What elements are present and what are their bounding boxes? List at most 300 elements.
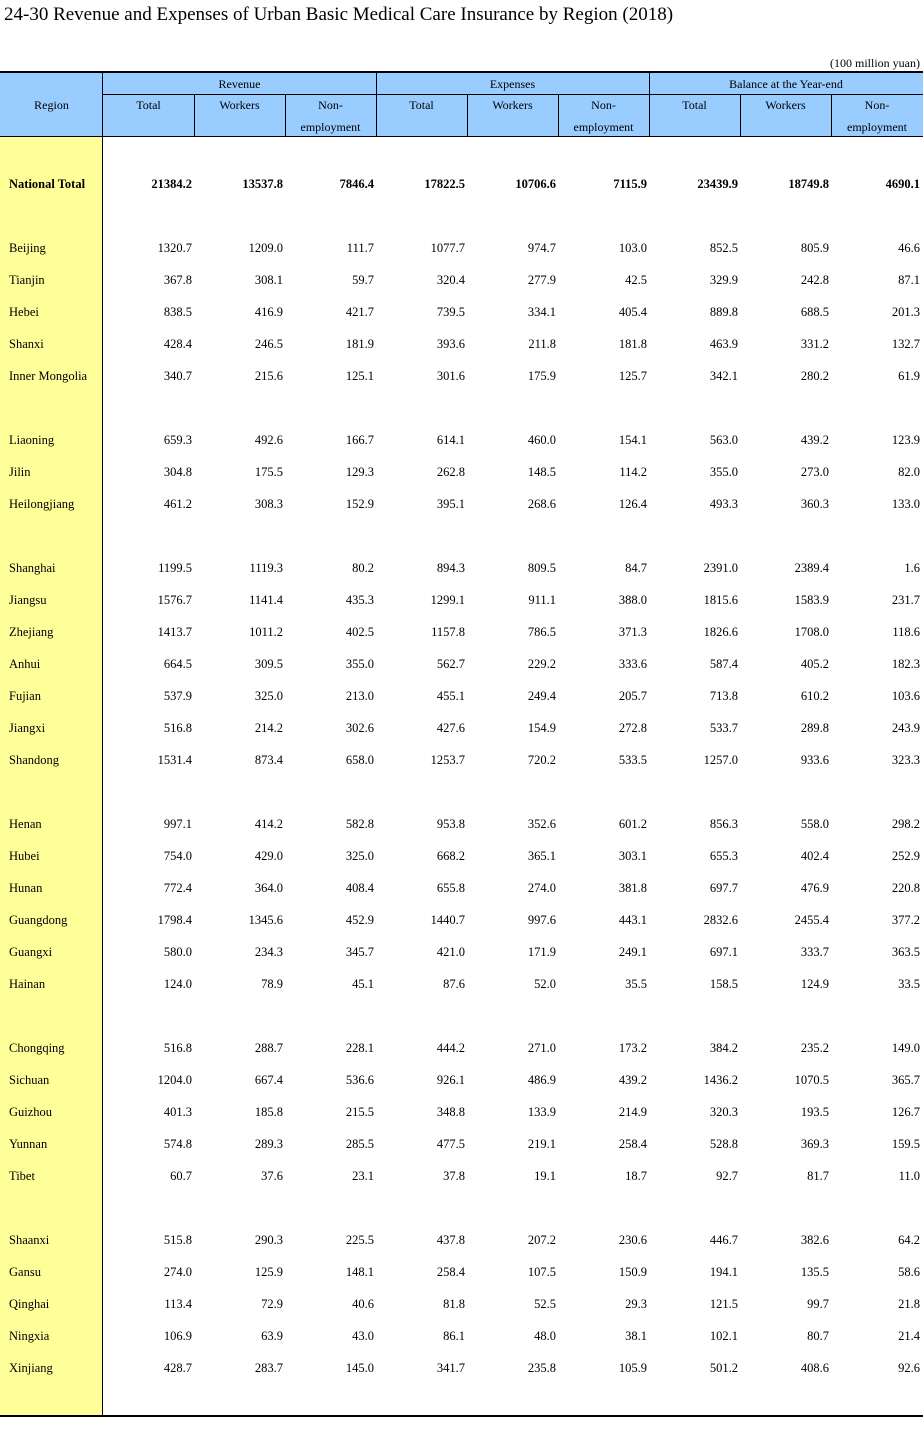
value-cell: 149.0	[891, 1041, 920, 1055]
value-cell: 194.1	[709, 1265, 738, 1279]
value-cell: 87.1	[898, 273, 920, 287]
value-cell: 304.8	[163, 465, 192, 479]
value-cell: 1576.7	[157, 593, 192, 607]
value-cell: 45.1	[352, 977, 374, 991]
value-cell: 323.3	[891, 753, 920, 767]
value-cell: 225.5	[345, 1233, 374, 1247]
value-cell: 7115.9	[613, 177, 647, 191]
value-cell: 19.1	[534, 1169, 556, 1183]
value-cell: 249.4	[527, 689, 556, 703]
col-header: Non-	[591, 98, 616, 112]
value-cell: 477.5	[436, 1137, 465, 1151]
revenue-group-header: Revenue	[218, 77, 261, 91]
value-cell: 838.5	[163, 305, 192, 319]
table-row	[0, 721, 923, 741]
value-cell: 214.9	[618, 1105, 647, 1119]
value-cell: 308.1	[254, 273, 283, 287]
value-cell: 516.8	[163, 1041, 192, 1055]
value-cell: 271.0	[527, 1041, 556, 1055]
value-cell: 333.6	[618, 657, 647, 671]
value-cell: 308.3	[254, 497, 283, 511]
region-name: Anhui	[9, 657, 41, 671]
col-header-line2: employment	[300, 120, 361, 134]
value-cell: 402.4	[800, 849, 829, 863]
table-row	[0, 945, 923, 965]
value-cell: 2832.6	[703, 913, 738, 927]
value-cell: 126.7	[891, 1105, 920, 1119]
region-name: Guangdong	[9, 913, 68, 927]
table-row	[0, 1105, 923, 1125]
value-cell: 1436.2	[703, 1073, 738, 1087]
value-cell: 290.3	[254, 1233, 283, 1247]
value-cell: 428.4	[163, 337, 192, 351]
value-cell: 439.2	[800, 433, 829, 447]
region-name: Jilin	[9, 465, 31, 479]
value-cell: 52.5	[534, 1297, 556, 1311]
value-cell: 1531.4	[157, 753, 192, 767]
value-cell: 1199.5	[158, 561, 192, 575]
value-cell: 285.5	[345, 1137, 374, 1151]
col-header-line2: employment	[573, 120, 634, 134]
value-cell: 205.7	[618, 689, 647, 703]
value-cell: 58.6	[898, 1265, 920, 1279]
value-cell: 516.8	[163, 721, 192, 735]
value-cell: 148.5	[527, 465, 556, 479]
value-cell: 43.0	[352, 1329, 374, 1343]
value-cell: 243.9	[891, 721, 920, 735]
value-cell: 720.2	[527, 753, 556, 767]
value-cell: 175.5	[254, 465, 283, 479]
value-cell: 320.4	[436, 273, 465, 287]
region-name: Jiangsu	[9, 593, 47, 607]
value-cell: 220.8	[891, 881, 920, 895]
value-cell: 377.2	[891, 913, 920, 927]
value-cell: 21.8	[898, 1297, 920, 1311]
table-row	[0, 913, 923, 933]
value-cell: 1815.6	[703, 593, 738, 607]
value-cell: 272.8	[618, 721, 647, 735]
value-cell: 18.7	[625, 1169, 647, 1183]
value-cell: 1204.0	[157, 1073, 192, 1087]
value-cell: 283.7	[254, 1361, 283, 1375]
value-cell: 1253.7	[430, 753, 465, 767]
value-cell: 325.0	[345, 849, 374, 863]
table-row	[0, 881, 923, 901]
value-cell: 42.5	[625, 273, 647, 287]
value-cell: 1141.4	[249, 593, 283, 607]
value-cell: 182.3	[891, 657, 920, 671]
value-cell: 145.0	[345, 1361, 374, 1375]
value-cell: 235.2	[800, 1041, 829, 1055]
value-cell: 421.0	[436, 945, 465, 959]
table-row	[0, 305, 923, 325]
region-name: Inner Mongolia	[9, 369, 88, 383]
value-cell: 348.8	[436, 1105, 465, 1119]
value-cell: 1826.6	[703, 625, 738, 639]
value-cell: 125.7	[618, 369, 647, 383]
value-cell: 1.6	[904, 561, 920, 575]
value-cell: 61.9	[898, 369, 920, 383]
table-row	[0, 433, 923, 453]
table-row	[0, 1329, 923, 1349]
value-cell: 515.8	[163, 1233, 192, 1247]
value-cell: 124.0	[163, 977, 192, 991]
value-cell: 64.2	[898, 1233, 920, 1247]
value-cell: 231.7	[891, 593, 920, 607]
region-header: Region	[34, 98, 69, 112]
table-row	[0, 241, 923, 261]
value-cell: 1157.8	[431, 625, 465, 639]
value-cell: 528.8	[709, 1137, 738, 1151]
value-cell: 235.8	[527, 1361, 556, 1375]
table-row	[0, 497, 923, 517]
region-name: Shanghai	[9, 561, 56, 575]
table-row	[0, 689, 923, 709]
value-cell: 429.0	[254, 849, 283, 863]
value-cell: 352.6	[527, 817, 556, 831]
value-cell: 997.1	[163, 817, 192, 831]
value-cell: 463.9	[709, 337, 738, 351]
region-name: Henan	[9, 817, 42, 831]
value-cell: 437.8	[436, 1233, 465, 1247]
region-name: Hubei	[9, 849, 40, 863]
value-cell: 80.7	[807, 1329, 829, 1343]
value-cell: 558.0	[800, 817, 829, 831]
value-cell: 533.5	[618, 753, 647, 767]
value-cell: 2455.4	[794, 913, 829, 927]
table-row	[0, 1233, 923, 1253]
value-cell: 369.3	[800, 1137, 829, 1151]
value-cell: 856.3	[709, 817, 738, 831]
unit-note: (100 million yuan)	[830, 56, 920, 70]
value-cell: 2391.0	[703, 561, 738, 575]
value-cell: 102.1	[709, 1329, 738, 1343]
value-cell: 59.7	[352, 273, 374, 287]
value-cell: 230.6	[618, 1233, 647, 1247]
value-cell: 124.9	[800, 977, 829, 991]
value-cell: 18749.8	[788, 177, 829, 191]
value-cell: 1209.0	[248, 241, 283, 255]
value-cell: 211.8	[528, 337, 556, 351]
value-cell: 452.9	[345, 913, 374, 927]
value-cell: 697.1	[709, 945, 738, 959]
value-cell: 159.5	[891, 1137, 920, 1151]
col-header: Non-	[318, 98, 343, 112]
value-cell: 309.5	[254, 657, 283, 671]
region-name: Hainan	[9, 977, 46, 991]
region-name: Gansu	[9, 1265, 41, 1279]
value-cell: 302.6	[345, 721, 374, 735]
value-cell: 37.6	[261, 1169, 283, 1183]
value-cell: 103.6	[891, 689, 920, 703]
page-title: 24-30 Revenue and Expenses of Urban Basic Medical Care Insurance by Region (2018)	[4, 4, 674, 25]
value-cell: 193.5	[800, 1105, 829, 1119]
col-header: Workers	[219, 98, 260, 112]
value-cell: 1798.4	[157, 913, 192, 927]
value-cell: 345.7	[345, 945, 374, 959]
value-cell: 133.0	[891, 497, 920, 511]
value-cell: 402.5	[345, 625, 374, 639]
value-cell: 173.2	[618, 1041, 647, 1055]
value-cell: 333.7	[800, 945, 829, 959]
value-cell: 78.9	[261, 977, 283, 991]
value-cell: 23.1	[352, 1169, 374, 1183]
value-cell: 655.8	[436, 881, 465, 895]
value-cell: 563.0	[709, 433, 738, 447]
value-cell: 111.7	[346, 241, 374, 255]
value-cell: 427.6	[436, 721, 465, 735]
value-cell: 582.8	[345, 817, 374, 831]
value-cell: 393.6	[436, 337, 465, 351]
value-cell: 268.6	[527, 497, 556, 511]
region-name: Shanxi	[9, 337, 44, 351]
value-cell: 7846.4	[339, 177, 374, 191]
table-row	[0, 1361, 923, 1381]
value-cell: 355.0	[345, 657, 374, 671]
region-name: Ningxia	[9, 1329, 50, 1343]
table-row	[0, 593, 923, 613]
value-cell: 460.0	[527, 433, 556, 447]
value-cell: 536.6	[345, 1073, 374, 1087]
value-cell: 80.2	[352, 561, 374, 575]
value-cell: 668.2	[436, 849, 465, 863]
col-header: Total	[136, 98, 161, 112]
value-cell: 476.9	[800, 881, 829, 895]
value-cell: 997.6	[527, 913, 556, 927]
value-cell: 974.7	[527, 241, 556, 255]
region-name: Qinghai	[9, 1297, 50, 1311]
value-cell: 213.0	[345, 689, 374, 703]
region-name: Guizhou	[9, 1105, 53, 1119]
value-cell: 86.1	[443, 1329, 465, 1343]
table-row	[0, 561, 923, 581]
value-cell: 129.3	[345, 465, 374, 479]
table-row	[0, 369, 923, 389]
value-cell: 152.9	[345, 497, 374, 511]
value-cell: 739.5	[436, 305, 465, 319]
value-cell: 1011.2	[249, 625, 283, 639]
value-cell: 537.9	[163, 689, 192, 703]
value-cell: 301.6	[436, 369, 465, 383]
value-cell: 416.9	[254, 305, 283, 319]
value-cell: 382.6	[800, 1233, 829, 1247]
value-cell: 388.0	[618, 593, 647, 607]
value-cell: 873.4	[254, 753, 283, 767]
value-cell: 113.4	[164, 1297, 192, 1311]
value-cell: 1299.1	[430, 593, 465, 607]
value-cell: 1583.9	[794, 593, 829, 607]
value-cell: 21.4	[898, 1329, 920, 1343]
value-cell: 408.4	[345, 881, 374, 895]
region-name: Tianjin	[9, 273, 45, 287]
value-cell: 493.3	[709, 497, 738, 511]
value-cell: 175.9	[527, 369, 556, 383]
value-cell: 181.9	[345, 337, 374, 351]
value-cell: 105.9	[618, 1361, 647, 1375]
value-cell: 249.1	[618, 945, 647, 959]
value-cell: 664.5	[163, 657, 192, 671]
value-cell: 688.5	[800, 305, 829, 319]
value-cell: 852.5	[709, 241, 738, 255]
value-cell: 48.0	[534, 1329, 556, 1343]
table-row	[0, 849, 923, 869]
value-cell: 10706.6	[515, 177, 556, 191]
region-name: Guangxi	[9, 945, 53, 959]
value-cell: 365.7	[891, 1073, 920, 1087]
value-cell: 772.4	[163, 881, 192, 895]
table-row	[0, 273, 923, 293]
value-cell: 809.5	[527, 561, 556, 575]
value-cell: 118.6	[892, 625, 920, 639]
value-cell: 401.3	[163, 1105, 192, 1119]
value-cell: 280.2	[800, 369, 829, 383]
value-cell: 1257.0	[703, 753, 738, 767]
region-name: Chongqing	[9, 1041, 65, 1055]
value-cell: 81.7	[807, 1169, 829, 1183]
value-cell: 342.1	[709, 369, 738, 383]
value-cell: 1413.7	[157, 625, 192, 639]
value-cell: 408.6	[800, 1361, 829, 1375]
value-cell: 926.1	[436, 1073, 465, 1087]
col-header: Workers	[492, 98, 533, 112]
value-cell: 1345.6	[248, 913, 283, 927]
value-cell: 274.0	[163, 1265, 192, 1279]
value-cell: 298.2	[891, 817, 920, 831]
value-cell: 303.1	[618, 849, 647, 863]
value-cell: 13537.8	[242, 177, 283, 191]
value-cell: 341.7	[436, 1361, 465, 1375]
value-cell: 52.0	[534, 977, 556, 991]
value-cell: 106.9	[163, 1329, 192, 1343]
value-cell: 103.0	[618, 241, 647, 255]
value-cell: 133.9	[527, 1105, 556, 1119]
value-cell: 1119.3	[249, 561, 283, 575]
value-cell: 889.8	[709, 305, 738, 319]
value-cell: 262.8	[436, 465, 465, 479]
value-cell: 154.9	[527, 721, 556, 735]
value-cell: 246.5	[254, 337, 283, 351]
value-cell: 754.0	[163, 849, 192, 863]
value-cell: 713.8	[709, 689, 738, 703]
region-name: Jiangxi	[9, 721, 46, 735]
table-row	[0, 1073, 923, 1093]
value-cell: 1077.7	[430, 241, 465, 255]
balance-group-header: Balance at the Year-end	[729, 77, 843, 91]
region-name: Shaanxi	[9, 1233, 50, 1247]
value-cell: 46.6	[898, 241, 920, 255]
value-cell: 273.0	[800, 465, 829, 479]
region-name: Xinjiang	[9, 1361, 53, 1375]
value-cell: 655.3	[709, 849, 738, 863]
expenses-group-header: Expenses	[489, 77, 536, 91]
region-name: Shandong	[9, 753, 59, 767]
value-cell: 158.5	[709, 977, 738, 991]
region-name: Tibet	[9, 1169, 35, 1183]
value-cell: 148.1	[345, 1265, 374, 1279]
table-row	[0, 1041, 923, 1061]
value-cell: 92.7	[716, 1169, 738, 1183]
value-cell: 166.7	[345, 433, 374, 447]
value-cell: 21384.2	[151, 177, 192, 191]
value-cell: 274.0	[527, 881, 556, 895]
value-cell: 2389.4	[794, 561, 829, 575]
value-cell: 501.2	[709, 1361, 738, 1375]
value-cell: 63.9	[261, 1329, 283, 1343]
table-row	[0, 465, 923, 485]
value-cell: 242.8	[800, 273, 829, 287]
value-cell: 277.9	[527, 273, 556, 287]
region-name: Beijing	[9, 241, 46, 255]
value-cell: 601.2	[618, 817, 647, 831]
national-total-row	[0, 177, 923, 197]
value-cell: 533.7	[709, 721, 738, 735]
value-cell: 331.2	[800, 337, 829, 351]
value-cell: 444.2	[436, 1041, 465, 1055]
value-cell: 894.3	[436, 561, 465, 575]
region-name: Zhejiang	[9, 625, 54, 639]
value-cell: 953.8	[436, 817, 465, 831]
value-cell: 82.0	[898, 465, 920, 479]
table-row	[0, 337, 923, 357]
value-cell: 60.7	[170, 1169, 192, 1183]
value-cell: 121.5	[709, 1297, 738, 1311]
value-cell: 1708.0	[794, 625, 829, 639]
value-cell: 329.9	[709, 273, 738, 287]
value-cell: 11.0	[898, 1169, 920, 1183]
value-cell: 258.4	[436, 1265, 465, 1279]
value-cell: 786.5	[527, 625, 556, 639]
value-cell: 325.0	[254, 689, 283, 703]
region-name: Heilongjiang	[9, 497, 75, 511]
value-cell: 258.4	[618, 1137, 647, 1151]
value-cell: 72.9	[261, 1297, 283, 1311]
value-cell: 365.1	[527, 849, 556, 863]
table-row	[0, 977, 923, 997]
region-name: National Total	[9, 177, 86, 191]
value-cell: 38.1	[625, 1329, 647, 1343]
value-cell: 35.5	[625, 977, 647, 991]
value-cell: 446.7	[709, 1233, 738, 1247]
value-cell: 4690.1	[885, 177, 920, 191]
value-cell: 428.7	[163, 1361, 192, 1375]
value-cell: 215.5	[345, 1105, 374, 1119]
table-row	[0, 817, 923, 837]
value-cell: 289.3	[254, 1137, 283, 1151]
value-cell: 92.6	[898, 1361, 920, 1375]
value-cell: 23439.9	[697, 177, 738, 191]
value-cell: 99.7	[807, 1297, 829, 1311]
col-header: Non-	[864, 98, 890, 112]
value-cell: 574.8	[163, 1137, 192, 1151]
value-cell: 228.1	[345, 1041, 374, 1055]
value-cell: 320.3	[709, 1105, 738, 1119]
value-cell: 126.4	[618, 497, 647, 511]
value-cell: 384.2	[709, 1041, 738, 1055]
value-cell: 252.9	[891, 849, 920, 863]
value-cell: 805.9	[800, 241, 829, 255]
table-row	[0, 1297, 923, 1317]
value-cell: 132.7	[891, 337, 920, 351]
table-row	[0, 1137, 923, 1157]
table-row	[0, 1169, 923, 1189]
table-row	[0, 1265, 923, 1285]
value-cell: 367.8	[163, 273, 192, 287]
region-name: Hebei	[9, 305, 39, 319]
value-cell: 215.6	[254, 369, 283, 383]
col-header: Total	[409, 98, 434, 112]
value-cell: 201.3	[891, 305, 920, 319]
value-cell: 486.9	[527, 1073, 556, 1087]
